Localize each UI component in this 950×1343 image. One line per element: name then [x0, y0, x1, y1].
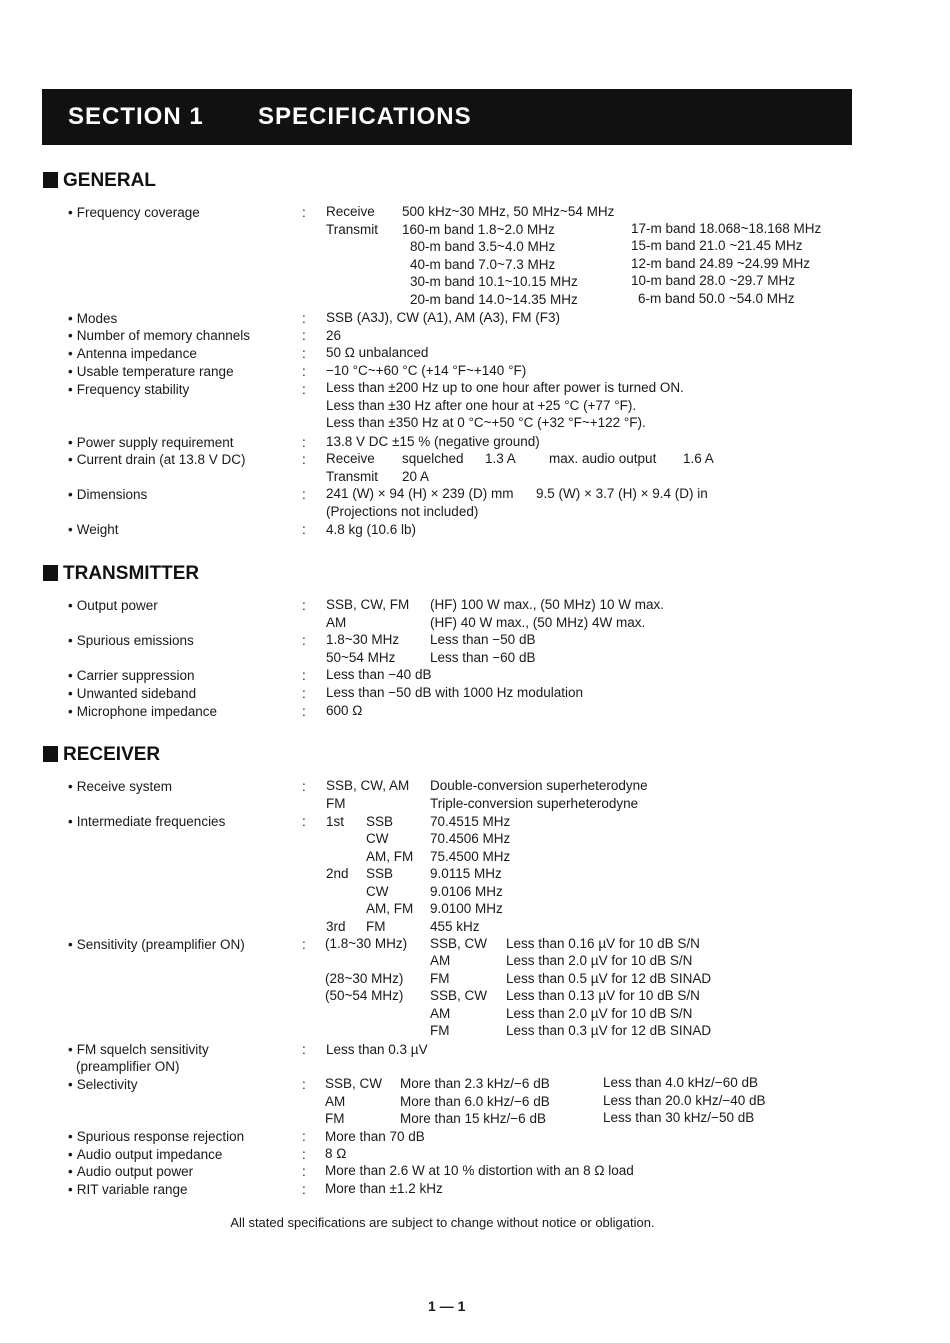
spec-value-unwanted-sideband: Less than −50 dB with 1000 Hz modulation [326, 685, 584, 700]
if-mode-1: CW [366, 831, 389, 846]
dimensions-note: (Projections not included) [326, 504, 479, 519]
output-value-0: (HF) 100 W max., (50 MHz) 10 W max. [430, 597, 665, 612]
colon: : [302, 1042, 306, 1057]
page-number: 1 — 1 [428, 1298, 466, 1314]
sel-a-1: More than 6.0 kHz/−6 dB [400, 1094, 550, 1109]
colon: : [302, 1164, 306, 1179]
if-value-5: 9.0100 MHz [430, 901, 503, 916]
transmitter-heading [43, 563, 199, 585]
sens-mode-0: SSB, CW [430, 936, 488, 951]
heading-square-icon [43, 172, 58, 188]
sens-mode-3: SSB, CW [430, 988, 488, 1003]
current-squelched-label: squelched [402, 451, 464, 466]
spec-label-frequency-coverage: • Frequency coverage [68, 204, 200, 222]
sel-mode-2: FM [325, 1111, 345, 1126]
sens-value-2: Less than 0.5 µV for 12 dB SINAD [506, 971, 712, 986]
section-header-bar [42, 89, 852, 145]
spec-value-modes: SSB (A3J), CW (A1), AM (A3), FM (F3) [326, 310, 561, 325]
if-value-4: 9.0106 MHz [430, 884, 503, 899]
stability-line-2: Less than ±350 Hz at 0 °C~+50 °C (+32 °F~+122 °F). [326, 415, 646, 430]
footer-note: All stated specifications are subject to change without notice or obligation. [230, 1215, 655, 1230]
if-stage-0: 1st [326, 814, 345, 829]
spec-label-intermediate-frequencies: • Intermediate frequencies [68, 813, 225, 831]
band-left-0: 160-m band 1.8~2.0 MHz [402, 222, 555, 237]
if-mode-5: AM, FM [366, 901, 414, 916]
output-mode-1: AM [326, 615, 347, 630]
colon: : [302, 205, 306, 220]
if-value-6: 455 kHz [430, 919, 480, 934]
spec-label-fm-squelch: • FM squelch sensitivity [68, 1041, 209, 1059]
if-mode-4: CW [366, 884, 389, 899]
colon: : [302, 1077, 306, 1092]
current-transmit-label: Transmit [326, 469, 379, 484]
dimensions-imperial: 9.5 (W) × 3.7 (H) × 9.4 (D) in [536, 486, 708, 501]
sens-value-3: Less than 0.13 µV for 10 dB S/N [506, 988, 700, 1003]
colon: : [302, 704, 306, 719]
spec-label-selectivity: • Selectivity [68, 1076, 138, 1094]
spec-label-sensitivity: • Sensitivity (preamplifier ON) [68, 936, 245, 954]
colon: : [302, 382, 306, 397]
band-right-3: 10-m band 28.0 ~29.7 MHz [631, 273, 795, 288]
receive-system-value-0: Double-conversion superheterodyne [430, 778, 648, 793]
spec-value-audio-impedance: 8 Ω [325, 1146, 347, 1161]
stability-line-0: Less than ±200 Hz up to one hour after power is turned ON. [326, 380, 684, 395]
spec-value-audio-power: More than 2.6 W at 10 % distortion with an 8 Ω load [325, 1163, 634, 1178]
spec-value-microphone-impedance: 600 Ω [326, 703, 363, 718]
spurious-value-1: Less than −60 dB [430, 650, 536, 665]
spec-label-frequency-stability: • Frequency stability [68, 381, 189, 399]
current-max-audio-label: max. audio output [549, 451, 657, 466]
sens-value-4: Less than 2.0 µV for 10 dB S/N [506, 1006, 693, 1021]
receiver-heading-text: RECEIVER [63, 744, 161, 765]
sens-range-0: (1.8~30 MHz) [325, 936, 408, 951]
spec-label-spurious-emissions: • Spurious emissions [68, 632, 194, 650]
colon: : [302, 598, 306, 613]
band-left-1: 80-m band 3.5~4.0 MHz [410, 239, 556, 254]
colon: : [302, 1182, 306, 1197]
band-right-2: 12-m band 24.89 ~24.99 MHz [631, 256, 810, 271]
sens-value-5: Less than 0.3 µV for 12 dB SINAD [506, 1023, 712, 1038]
if-value-0: 70.4515 MHz [430, 814, 511, 829]
output-mode-0: SSB, CW, FM [326, 597, 410, 612]
colon: : [302, 452, 306, 467]
spec-value-antenna-impedance: 50 Ω unbalanced [326, 345, 429, 360]
spurious-range-1: 50~54 MHz [326, 650, 396, 665]
sens-mode-2: FM [430, 971, 450, 986]
if-stage-3: 2nd [326, 866, 349, 881]
colon: : [302, 364, 306, 379]
sel-b-2: Less than 30 kHz/−50 dB [603, 1110, 755, 1125]
transmitter-heading-text: TRANSMITTER [63, 563, 200, 584]
spec-label-weight: • Weight [68, 521, 119, 539]
if-stage-6: 3rd [326, 919, 346, 934]
spec-label-rit: • RIT variable range [68, 1181, 188, 1199]
receive-system-mode-0: SSB, CW, AM [326, 778, 410, 793]
spec-label-microphone-impedance: • Microphone impedance [68, 703, 217, 721]
spec-value-rit: More than ±1.2 kHz [325, 1181, 443, 1196]
spec-label-output-power: • Output power [68, 597, 158, 615]
stability-line-1: Less than ±30 Hz after one hour at +25 °C (+77 °F). [326, 398, 637, 413]
sel-a-0: More than 2.3 kHz/−6 dB [400, 1076, 550, 1091]
spec-label-dimensions: • Dimensions [68, 486, 147, 504]
spec-label-carrier-suppression: • Carrier suppression [68, 667, 195, 685]
spec-label-fm-squelch-cont: (preamplifier ON) [76, 1059, 180, 1074]
band-right-0: 17-m band 18.068~18.168 MHz [631, 221, 822, 236]
colon: : [302, 1147, 306, 1162]
band-right-1: 15-m band 21.0 ~21.45 MHz [631, 238, 803, 253]
section-title: SPECIFICATIONS [258, 103, 472, 130]
colon: : [302, 346, 306, 361]
spec-label-memory-channels: • Number of memory channels [68, 327, 250, 345]
sens-value-1: Less than 2.0 µV for 10 dB S/N [506, 953, 693, 968]
spec-value-power-supply: 13.8 V DC ±15 % (negative ground) [326, 434, 540, 449]
sens-mode-4: AM [430, 1006, 451, 1021]
if-value-3: 9.0115 MHz [430, 866, 502, 881]
band-left-2: 40-m band 7.0~7.3 MHz [410, 257, 556, 272]
sens-range-2: (28~30 MHz) [325, 971, 404, 986]
colon: : [302, 1129, 306, 1144]
spec-label-modes: • Modes [68, 310, 117, 328]
band-left-4: 20-m band 14.0~14.35 MHz [410, 292, 578, 307]
spec-value-spurious-rejection: More than 70 dB [325, 1129, 425, 1144]
colon: : [302, 522, 306, 537]
sel-b-0: Less than 4.0 kHz/−60 dB [603, 1075, 758, 1090]
colon: : [302, 937, 306, 952]
transmit-label: Transmit [326, 222, 379, 237]
current-receive-label: Receive [326, 451, 375, 466]
spec-label-spurious-rejection: • Spurious response rejection [68, 1128, 244, 1146]
band-left-3: 30-m band 10.1~10.15 MHz [410, 274, 578, 289]
colon: : [302, 633, 306, 648]
spec-label-antenna-impedance: • Antenna impedance [68, 345, 197, 363]
heading-square-icon [43, 565, 58, 581]
colon: : [302, 435, 306, 450]
sel-b-1: Less than 20.0 kHz/−40 dB [603, 1093, 766, 1108]
if-value-2: 75.4500 MHz [430, 849, 511, 864]
dimensions-metric: 241 (W) × 94 (H) × 239 (D) mm [326, 486, 514, 501]
sens-value-0: Less than 0.16 µV for 10 dB S/N [506, 936, 700, 951]
receive-label: Receive [326, 204, 375, 219]
spec-label-audio-impedance: • Audio output impedance [68, 1146, 222, 1164]
spec-label-power-supply: • Power supply requirement [68, 434, 234, 452]
spurious-value-0: Less than −50 dB [430, 632, 536, 647]
receive-system-mode-1: FM [326, 796, 346, 811]
if-mode-2: AM, FM [366, 849, 414, 864]
section-number: SECTION 1 [68, 103, 204, 130]
spec-value-carrier-suppression: Less than −40 dB [326, 667, 432, 682]
spec-label-temperature-range: • Usable temperature range [68, 363, 234, 381]
current-transmit-value: 20 A [402, 469, 430, 484]
colon: : [302, 328, 306, 343]
receive-system-value-1: Triple-conversion superheterodyne [430, 796, 639, 811]
if-mode-0: SSB [366, 814, 394, 829]
spec-value-temperature-range: −10 °C~+60 °C (+14 °F~+140 °F) [326, 363, 527, 378]
spec-value-memory-channels: 26 [326, 328, 342, 343]
sens-mode-1: AM [430, 953, 451, 968]
spurious-range-0: 1.8~30 MHz [326, 632, 400, 647]
if-mode-3: SSB [366, 866, 394, 881]
spec-label-receive-system: • Receive system [68, 778, 172, 796]
spec-label-audio-power: • Audio output power [68, 1163, 193, 1181]
sens-mode-5: FM [430, 1023, 450, 1038]
receiver-heading [43, 744, 160, 766]
general-heading-text: GENERAL [63, 170, 156, 191]
sel-mode-0: SSB, CW [325, 1076, 383, 1091]
spec-label-unwanted-sideband: • Unwanted sideband [68, 685, 196, 703]
current-max-audio-value: 1.6 A [683, 451, 714, 466]
colon: : [302, 814, 306, 829]
if-value-1: 70.4506 MHz [430, 831, 511, 846]
band-right-4: 6-m band 50.0 ~54.0 MHz [638, 291, 795, 306]
spec-value-fm-squelch: Less than 0.3 µV [326, 1042, 428, 1057]
spec-label-current-drain: • Current drain (at 13.8 V DC) [68, 451, 246, 469]
if-mode-6: FM [366, 919, 386, 934]
sens-range-3: (50~54 MHz) [325, 988, 404, 1003]
spec-value-weight: 4.8 kg (10.6 lb) [326, 522, 417, 537]
colon: : [302, 779, 306, 794]
colon: : [302, 668, 306, 683]
colon: : [302, 686, 306, 701]
sel-mode-1: AM [325, 1094, 346, 1109]
heading-square-icon [43, 746, 58, 762]
output-value-1: (HF) 40 W max., (50 MHz) 4W max. [430, 615, 646, 630]
receive-value: 500 kHz~30 MHz, 50 MHz~54 MHz [402, 204, 615, 219]
current-squelched-value: 1.3 A [485, 451, 516, 466]
colon: : [302, 487, 306, 502]
general-heading [43, 170, 156, 192]
sel-a-2: More than 15 kHz/−6 dB [400, 1111, 546, 1126]
colon: : [302, 311, 306, 326]
